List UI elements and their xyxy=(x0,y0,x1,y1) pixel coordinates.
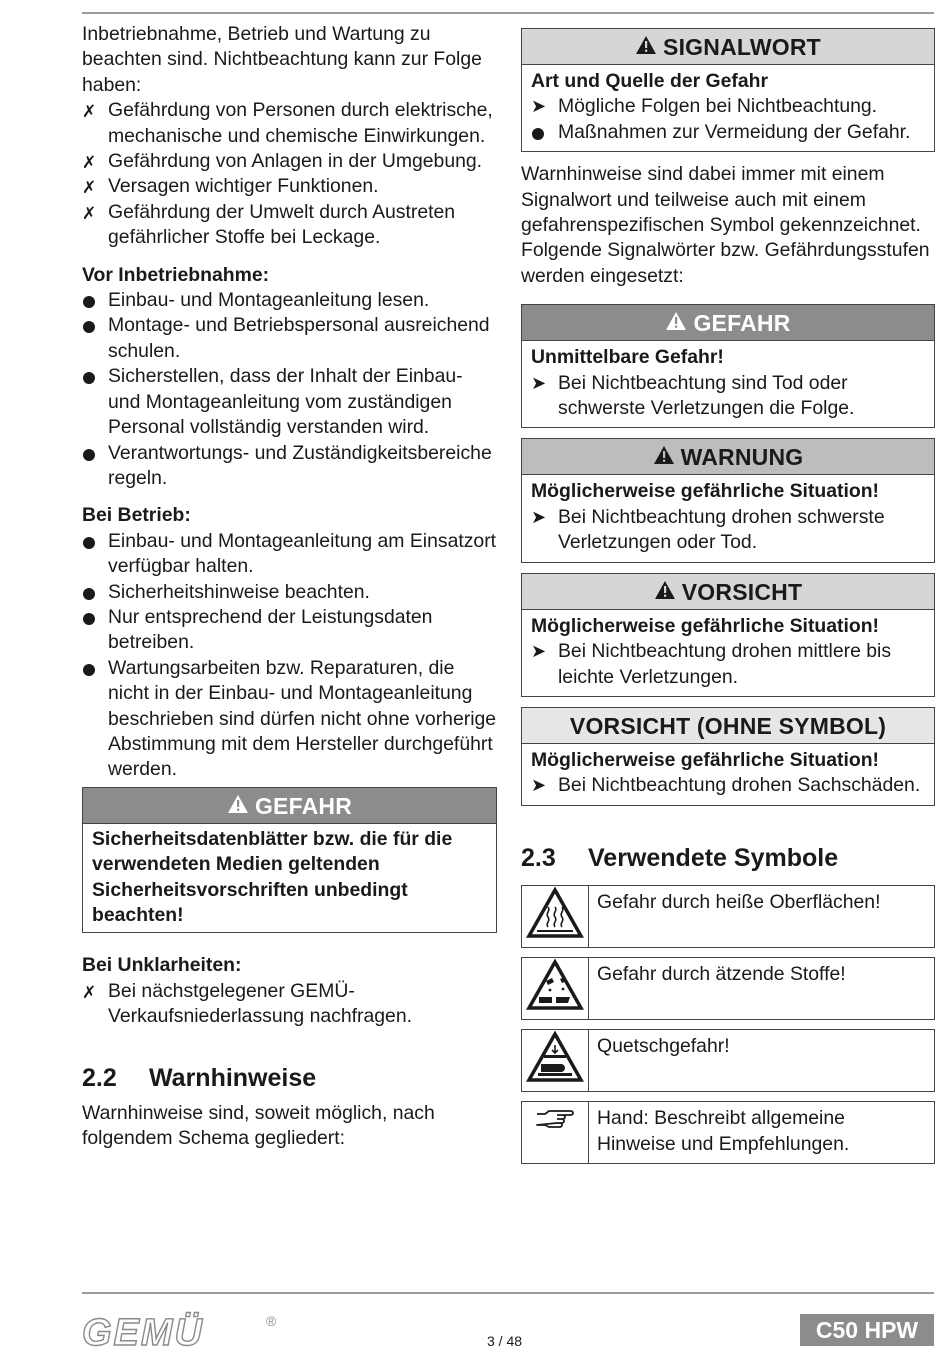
list-item: Sicherstellen, dass der Inhalt der Einbau- und Montageanleitung vom zuständigen Personal vollständig verstanden wird. xyxy=(108,365,463,439)
list-item: ➤ Mögliche Folgen bei Nichtbeachtung. xyxy=(531,94,926,119)
list-item: Sicherheitshinweise beachten. xyxy=(108,580,370,603)
cross-icon: ✗ xyxy=(82,982,97,1002)
operation-heading: Bei Betrieb: xyxy=(82,504,191,527)
intro-text: Inbetriebnahme, Betrieb und Wartung zu beachten sind. Nichtbeachtung kann zur Folge haben: xyxy=(82,23,482,96)
cross-icon: ✗ xyxy=(82,153,97,173)
list-item: Wartungsarbeiten bzw. Reparaturen, die nicht in der Einbau- und Montageanleitung beschrieben sind dürfen nicht ohne vorherige Abstimmung mit dem Hersteller durchgeführt werden. xyxy=(108,656,497,781)
corrosive-warning-icon xyxy=(522,958,589,1020)
signal-text: Warnhinweise sind dabei immer mit einem Signalwort und teilweise auch mit einem gefahrenspezifischen Symbol gekennzeichnet. xyxy=(521,163,921,237)
signal-levels-intro: Folgende Signalwörter bzw. Gefährdungsstufen werden eingesetzt: xyxy=(521,239,930,287)
cross-icon: ✗ xyxy=(82,178,97,198)
level-box-vorsicht-ohne-symbol: VORSICHT (OHNE SYMBOL) Möglicherweise gefährliche Situation! ➤ Bei Nichtbeachtung drohen Sachschäden. xyxy=(521,707,935,806)
section-2-2-heading: 2.2 Warnhinweise xyxy=(82,1063,317,1092)
symbol-table-crush: Quetschgefahr! xyxy=(521,1029,935,1092)
list-item: Einbau- und Montageanleitung lesen. xyxy=(108,289,430,312)
crush-warning-icon xyxy=(522,1030,589,1092)
warning-triangle-icon xyxy=(635,29,657,65)
list-item: ✗ Gefährdung von Personen durch elektrische, mechanische und chemische Einwirkungen. xyxy=(82,99,493,147)
schema-box-subtitle: Art und Quelle der Gefahr xyxy=(531,70,769,92)
danger-box xyxy=(82,787,497,934)
model-badge: C50 HPW xyxy=(800,1314,934,1346)
gemu-logo: GEMÜ xyxy=(82,1312,204,1354)
registered-mark: ® xyxy=(266,1313,277,1329)
arrow-icon: ➤ xyxy=(531,372,547,393)
list-item: ➤ Bei Nichtbeachtung drohen mittlere bis leichte Verletzungen. xyxy=(531,640,892,688)
warning-triangle-icon xyxy=(654,574,676,610)
symbol-table-hand: Hand: Beschreibt allgemeine Hinweise und Empfehlungen. xyxy=(521,1101,935,1164)
list-item: ✗ Versagen wichtiger Funktionen. xyxy=(82,174,497,199)
section-2-3-heading: 2.3 Verwendete Symbole xyxy=(521,843,839,872)
arrow-icon: ➤ xyxy=(531,96,547,117)
arrow-icon: ➤ xyxy=(531,775,547,796)
hot-surface-warning-icon xyxy=(522,886,589,948)
list-item: ➤ Bei Nichtbeachtung drohen schwerste Verletzungen oder Tod. xyxy=(531,505,885,554)
level-box-warnung: WARNUNG Möglicherweise gefährliche Situation! ➤ Bei Nichtbeachtung drohen schwerste Verletzungen oder Tod. xyxy=(521,438,935,562)
left-column xyxy=(82,22,497,1152)
section-2-2-text: Warnhinweise sind, soweit möglich, nach folgendem Schema gegliedert: xyxy=(82,1102,435,1150)
level-box-vorsicht: VORSICHT Möglicherweise gefährliche Situation! ➤ Bei Nichtbeachtung drohen mittlere bis leichte Verletzungen. xyxy=(521,573,935,697)
symbol-table-hot: Gefahr durch heiße Oberflächen! xyxy=(521,885,935,948)
cross-icon: ✗ xyxy=(82,203,97,223)
list-item: Maßnahmen zur Vermeidung der Gefahr. xyxy=(558,120,911,143)
danger-box-header: GEFAHR xyxy=(83,788,496,824)
level-box-gefahr: GEFAHR Unmittelbare Gefahr! ➤ Bei Nichtbeachtung sind Tod oder schwerste Verletzungen die Folge. xyxy=(521,304,935,428)
list-item: ✗ Gefährdung der Umwelt durch Austreten gefährlicher Stoffe bei Leckage. xyxy=(82,200,456,249)
top-rule xyxy=(82,12,934,14)
operation-list xyxy=(82,529,497,783)
arrow-icon: ➤ xyxy=(531,641,547,662)
schema-box-header: SIGNALWORT xyxy=(522,29,934,65)
list-item: ✗ Bei nächstgelegener GEMÜ-Verkaufsniederlassung nachfragen. xyxy=(82,979,412,1028)
symbol-table-corrosive: Gefahr durch ätzende Stoffe! xyxy=(521,957,935,1020)
list-item: ➤ Bei Nichtbeachtung drohen Sachschäden. xyxy=(531,773,926,798)
list-item: Nur entsprechend der Leistungsdaten betreiben. xyxy=(108,605,433,654)
warning-triangle-icon xyxy=(227,788,249,824)
cross-icon: ✗ xyxy=(82,102,97,122)
page-number: 3 / 48 xyxy=(487,1333,523,1349)
pointing-hand-icon xyxy=(522,1102,589,1164)
schema-box xyxy=(521,28,935,152)
arrow-icon: ➤ xyxy=(531,506,547,527)
list-item: Einbau- und Montageanleitung am Einsatzort verfügbar halten. xyxy=(108,529,497,578)
before-heading: Vor Inbetriebnahme: xyxy=(82,263,270,286)
list-item: Verantwortungs- und Zuständigkeitsbereiche regeln. xyxy=(108,441,492,489)
list-item: ➤ Bei Nichtbeachtung sind Tod oder schwerste Verletzungen die Folge. xyxy=(531,371,855,420)
unclear-heading: Bei Unklarheiten: xyxy=(82,954,242,977)
list-item: Montage- und Betriebspersonal ausreichend schulen. xyxy=(108,314,490,362)
warning-triangle-icon xyxy=(653,439,675,475)
danger-box-text: Sicherheitsdatenblätter bzw. die für die verwendeten Medien geltenden Sicherheitsvorschriften unbedingt beachten! xyxy=(92,827,453,926)
consequence-list xyxy=(82,98,497,250)
before-list xyxy=(82,288,497,491)
warning-triangle-icon xyxy=(665,305,687,341)
unclear-list xyxy=(82,979,497,1030)
right-column xyxy=(521,22,935,1164)
footer-rule xyxy=(82,1292,934,1294)
list-item: ✗ Gefährdung von Anlagen in der Umgebung. xyxy=(82,149,497,174)
